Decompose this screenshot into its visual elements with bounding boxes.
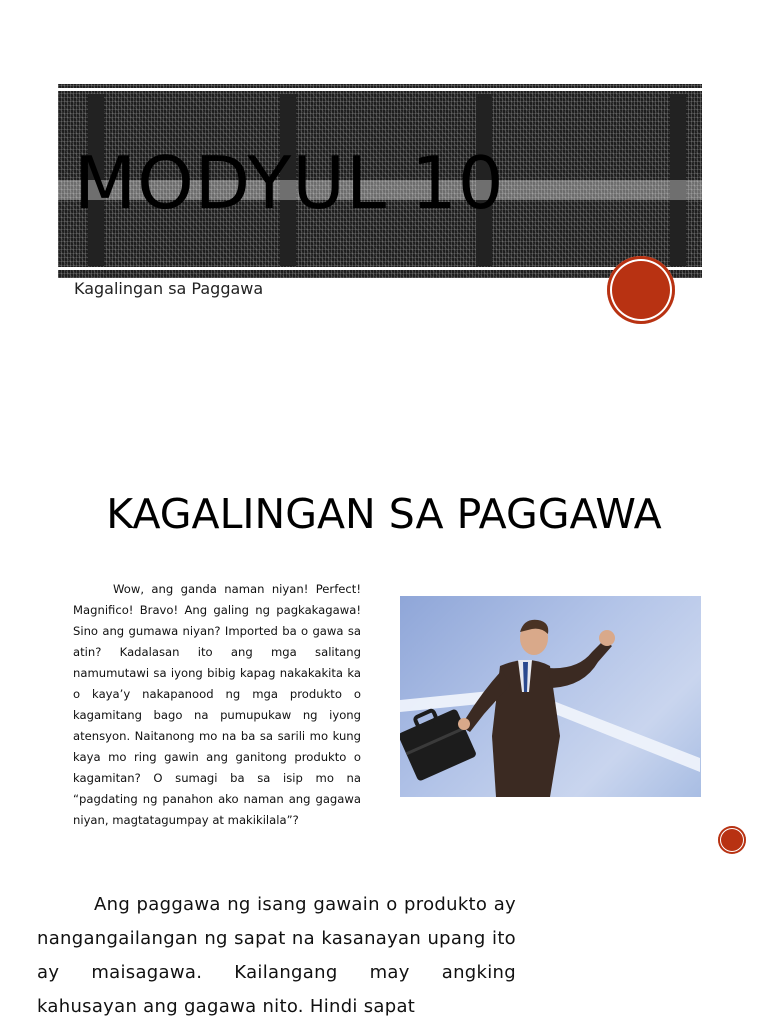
accent-circle-icon: [718, 826, 746, 854]
fist-icon: [599, 630, 615, 646]
raised-arm: [548, 640, 612, 688]
photo-illustration: [400, 596, 701, 797]
accent-circle-icon: [607, 256, 675, 324]
intro-paragraph-text: Wow, ang ganda naman niyan! Perfect! Magnifico! Bravo! Ang galing ng pagkakagawa! Sino ang gumawa niyan? Imported ba o gawa sa atin? Kadalasan ito ang mga salitang namumutawi sa iyong bibig kapag nakakakita ka o kaya’y nakapanood ng mga produkto o kagamitang bago na pumupukaw ng iyong atensyon. Naitanong mo na ba sa sarili mo kung kaya mo ring gawin ang ganitong produkto o kagamitan? O sumagi ba sa isip mo na “pagdating ng panahon ako naman ang gagawa niyan, magtatagumpay at makikilala”?: [73, 582, 361, 827]
page-title: MODYUL 10: [74, 141, 505, 225]
briefcase-icon: [400, 701, 477, 782]
intro-paragraph: [73, 579, 361, 831]
businessman-finish-line-photo: [400, 596, 701, 797]
subtitle: Kagalingan sa Paggawa: [74, 279, 264, 298]
body-paragraph: [37, 888, 516, 1024]
banner-top-rule: [58, 88, 702, 91]
section-heading: KAGALINGAN SA PAGGAWA: [106, 490, 662, 538]
hand-icon: [458, 718, 470, 730]
body-paragraph-text: Ang paggawa ng isang gawain o produkto ay nangangailangan ng sapat na kasanayan upang ito ay maisagawa. Kailangang may angking kahusayan ang gagawa nito. Hindi sapat: [37, 894, 516, 1017]
banner-bottom-rule: [58, 267, 702, 270]
